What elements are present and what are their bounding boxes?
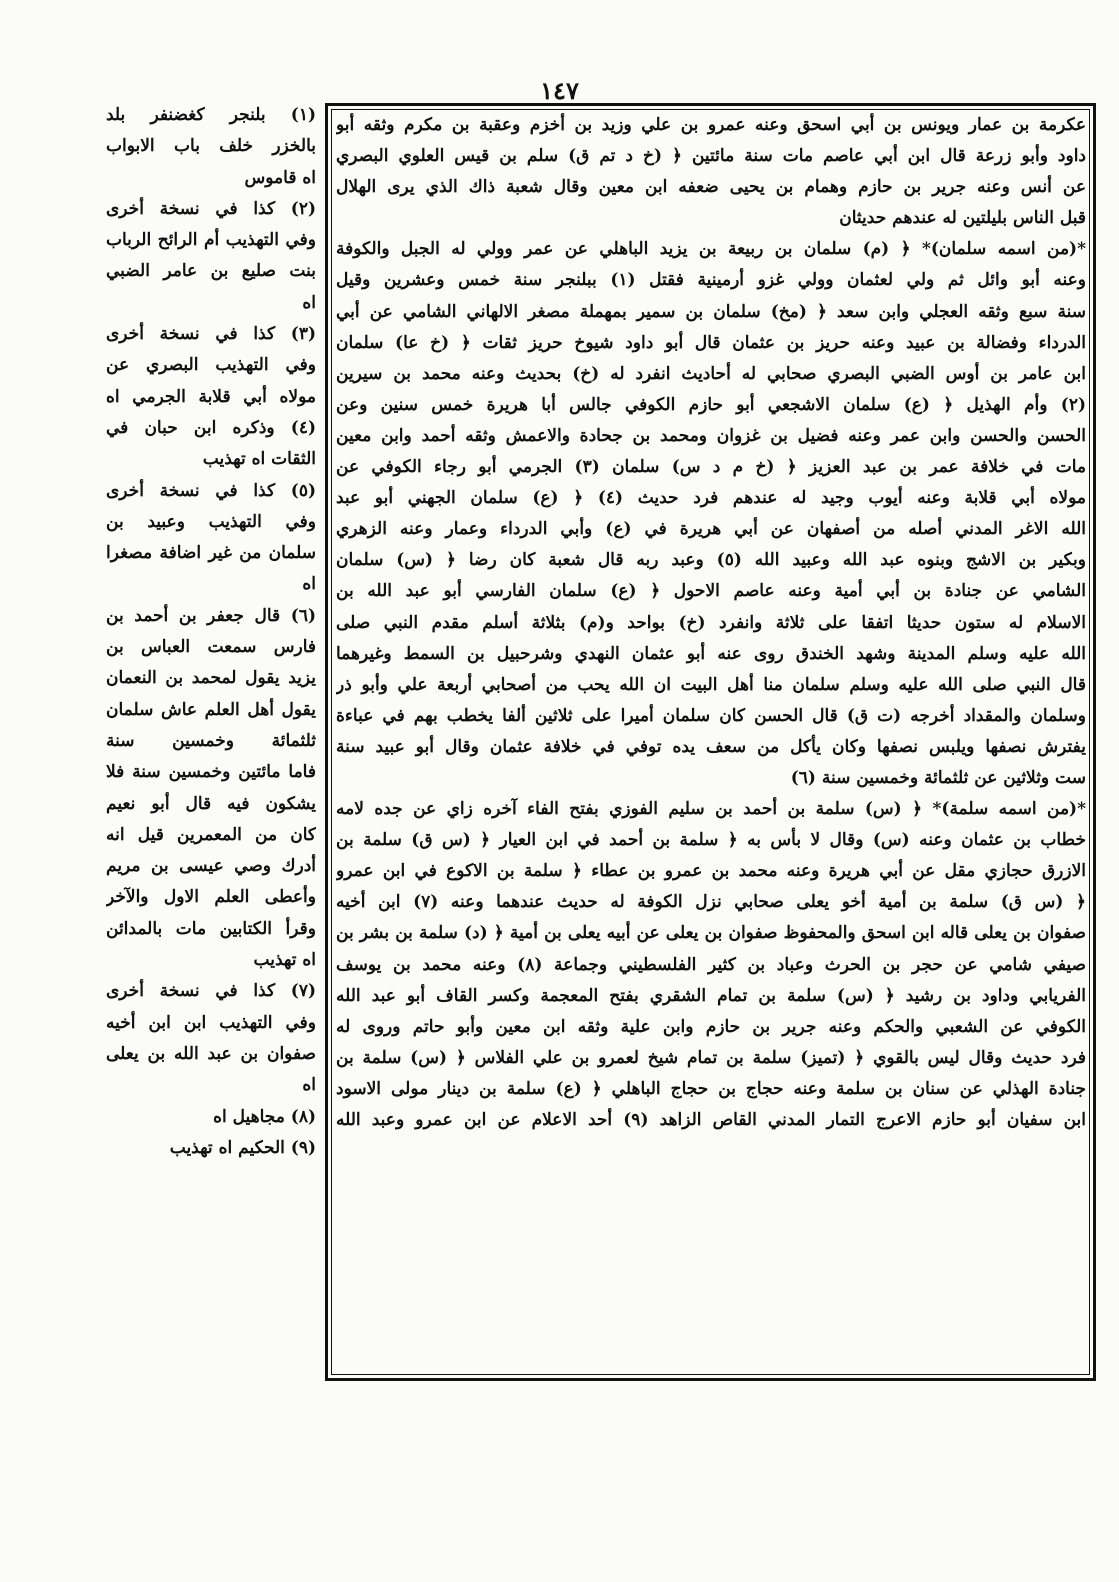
main-text-line: مولاه أبي قلابة وعنه أيوب وجيد له عندهم فرد حديث (٤) ﴿ (ع) سلمان الجهني أبو عبد [336, 488, 1086, 509]
main-text-line: الازرق حجازي مقل عن أبي هريرة وعنه محمد بن عمرو بن عطاء ﴿ سلمة بن الاكوع في ابن عمرو [336, 861, 1086, 882]
footnote-line: الثقات اه تهذيب [202, 449, 316, 470]
main-text-line: ﴿ (س ق) سلمة بن أمية أخو يعلى صحابي نزل الكوفة له حديث عندهما وعنه (٧) ابن أخيه [336, 892, 1086, 913]
main-text-line: صيفي شامي عن حجر بن الحرث وعباد بن كثير الفلسطيني وجماعة (٨) وعنه محمد بن يوسف [336, 954, 1086, 975]
footnote-line: فاما مائتين وخمسين سنة فلا [106, 762, 316, 783]
main-text-line: ست وثلاثين عن ثلثمائة وخمسين سنة (٦) [790, 767, 1086, 788]
footnote-line: (٣) كذا في نسخة أخرى [106, 324, 316, 345]
footnote-line: فارس سمعت العباس بن [106, 637, 316, 658]
footnote-line: بنت صليع بن عامر الضبي [106, 261, 316, 282]
footnote-line: أدرك وصي عيسى بن مريم [106, 856, 316, 877]
marginal-footnotes [106, 100, 316, 1390]
footnote-line: وأعطى العلم الاول والآخر [106, 887, 316, 908]
footnote-line: وفي التهذيب البصري عن [106, 355, 316, 376]
main-text-line: مات في خلافة عمر بن عبد العزيز ﴿ (خ م د س) سلمان (٣) الجرمي أبو رجاء الكوفي عن [336, 457, 1086, 478]
main-text-line: يفترش نصفها ويلبس نصفها وكان يأكل من سعف يده توفي في خلافة عثمان وقال أبو عبيد سنة [336, 736, 1086, 757]
footnote-line: يشكون فيه قال أبو نعيم [106, 793, 316, 814]
footnote-line: اه [302, 574, 316, 595]
main-text-line: *(من اسمه سلمان)* ﴿ (م) سلمان بن ربيعة بن يزيد الباهلي عن عمر وولي له الجبل والكوفة [336, 239, 1086, 260]
footnote-line: اه [302, 1075, 316, 1096]
main-text-line: الفريابي وداود بن رشيد ﴿ (س) سلمة بن تمام الشقري بفتح المعجمة وكسر القاف أبو عبد الله [336, 985, 1086, 1006]
main-text-line: الاسلام له ستون حديثا اتفقا على ثلاثة وانفرد (خ) بواحد و(م) بثلاثة أسلم مقدم النبي صلى [336, 612, 1086, 633]
main-text-line: قال النبي صلى الله عليه وسلم سلمان منا أهل البيت ان الله يحب من أصحابي أربعة علي وأبو ذر [336, 674, 1086, 695]
main-text-line: وسلمان والمقداد أخرجه (ت ق) قال الحسن كان سلمان أميرا على ثلاثين ألفا يخطب بهم في عباءة [336, 705, 1086, 726]
main-text-line: عن أنس وعنه جرير بن حازم وهمام بن يحيى ضعفه ابن معين وقال شعبة ذاك الذي يرى الهلال [336, 177, 1086, 198]
main-text-body [336, 110, 1086, 1372]
main-text-line: وعنه أبو وائل ثم ولي لعثمان وولي غزو أرمينية فقتل (١) ببلنجر سنة خمس وعشرين وقيل [336, 270, 1086, 291]
footnote-line: (٨) مجاهيل اه [213, 1106, 316, 1127]
main-text-line: *(من اسمه سلمة)* ﴿ (س) سلمة بن أحمد بن سليم الفوزي بفتح الفاء آخره زاي عن جده لامه [336, 799, 1086, 820]
footnote-line: (٤) وذكره ابن حبان في [106, 417, 316, 438]
footnote-line: (٩) الحكيم اه تهذيب [169, 1137, 316, 1158]
main-text-line: ابن عامر بن أوس الضبي البصري صحابي له أحاديث انفرد له (خ) بحديث وعنه محمد بن سيرين [336, 363, 1086, 384]
footnote-line: وفي التهذيب أم الرائح الرباب [106, 230, 316, 251]
footnote-line: كان من المعمرين قيل انه [106, 824, 316, 845]
main-text-line: وبكير بن الاشج وبنوه عبد الله وعبيد الله (٥) وعبد ربه قال شعبة كان رضا ﴿ (س) سلمان [336, 550, 1086, 571]
footnote-line: (٧) كذا في نسخة أخرى [106, 981, 316, 1002]
footnote-line: بالخزر خلف باب الابواب [106, 136, 316, 157]
footnote-line: وفي التهذيب ابن ابن أخيه [106, 1012, 316, 1033]
main-text-line: صفوان بن يعلى قاله ابن اسحق والمحفوظ صفوان بن يعلى عن أبيه يعلى بن أمية ﴿ (د) سلمة بن بشر بن [336, 923, 1086, 944]
footnote-line: وقرأ الكتابين مات بالمدائن [106, 918, 316, 939]
footnote-line: مولاه أبي قلابة الجرمي اه [106, 386, 316, 407]
footnote-line: اه تهذيب [253, 950, 316, 971]
main-text-line: الحسن والحسن وابن عمر وعنه فضيل بن غزوان ومحمد بن جحادة والاعمش وثقه أحمد وابن معين [336, 425, 1086, 446]
main-text-line: الله عليه وسلم المدينة وشهد الخندق روى عنه أبو عثمان النهدي وشرحبيل بن السمط وغيرهما [336, 643, 1086, 664]
main-text-line: قبل الناس بليلتين له عندهم حديثان [839, 208, 1086, 229]
footnote-line: يزيد يقول لمحمد بن النعمان [106, 668, 316, 689]
main-text-line: (٢) وأم الهذيل ﴿ (ع) سلمان الاشجعي أبو حازم الكوفي جالس أبا هريرة خمس سنين وعن [336, 394, 1086, 415]
footnote-line: صفوان بن عبد الله بن يعلى [106, 1043, 316, 1064]
main-text-line: ابن سفيان أبو حازم الاعرج التمار المدني القاص الزاهد (٩) أحد الاعلام عن ابن عمرو وعبد الله [336, 1110, 1086, 1130]
main-text-line: الدرداء وفضالة بن عبيد وعنه حريز بن عثمان قال أبو داود شيوخ حريز ثقات ﴿ (خ عا) سلمان [336, 332, 1086, 353]
main-text-line: فرد حديث وقال ليس بالقوي ﴿ (تميز) سلمة بن تمام شيخ لعمرو بن علي الفلاس ﴿ (س) سلمة بن [336, 1047, 1086, 1068]
main-text-line: الله الاغر المدني أصله من أصفهان عن أبي هريرة في (ع) وأبي الدرداء وعمار وعنه الزهري [336, 519, 1086, 540]
footnote-line: وفي التهذيب وعبيد بن [106, 511, 316, 532]
footnote-line: (٢) كذا في نسخة أخرى [106, 198, 316, 219]
main-text-line: داود وأبو زرعة قال ابن أبي عاصم مات سنة مائتين ﴿ (خ د تم ق) سلم بن قيس العلوي البصري [336, 146, 1086, 167]
main-text-line: سنة سبع وثقه العجلي وابن سعد ﴿ (مخ) سلمان بن سمير بمهملة مصغر الالهاني الشامي عن أبي [336, 301, 1086, 322]
main-text-line: عكرمة بن عمار ويونس بن أبي اسحق وعنه عمرو بن علي وزيد بن أخزم وعقبة بن مكرم وثقه أبو [336, 115, 1086, 135]
footnote-line: (١) بلنجر كغضنفر بلد [106, 105, 316, 125]
page-number: ١٤٧ [540, 76, 579, 105]
footnote-line: اه [302, 292, 316, 313]
footnote-line: يقول أهل العلم عاش سلمان [106, 699, 316, 720]
footnote-line: ثلثمائة وخمسين سنة [106, 730, 316, 751]
footnote-line: سلمان من غير اضافة مصغرا [106, 543, 316, 564]
main-text-line: جنادة الهذلي عن سنان بن سلمة وعنه حجاج بن حجاج الباهلي ﴿ (ع) سلمة بن دينار مولى الاسود [336, 1078, 1086, 1099]
footnote-line: (٦) قال جعفر بن أحمد بن [106, 605, 316, 626]
main-text-line: الشامي عن جنادة بن أبي أمية وعنه عاصم الاحول ﴿ (ع) سلمان الفارسي أبو عبد الله بن [336, 581, 1086, 602]
footnote-line: اه قاموس [244, 167, 316, 188]
main-text-line: الكوفي عن الشعبي والحكم وعنه جرير بن حازم وابن علية وثقه ابن معين وأبو حاتم وروى له [336, 1016, 1086, 1037]
main-text-line: خطاب بن عثمان وعنه (س) وقال لا بأس به ﴿ سلمة بن أحمد في ابن العيار ﴿ (س ق) سلمة بن [336, 830, 1086, 851]
footnote-line: (٥) كذا في نسخة أخرى [106, 480, 316, 501]
